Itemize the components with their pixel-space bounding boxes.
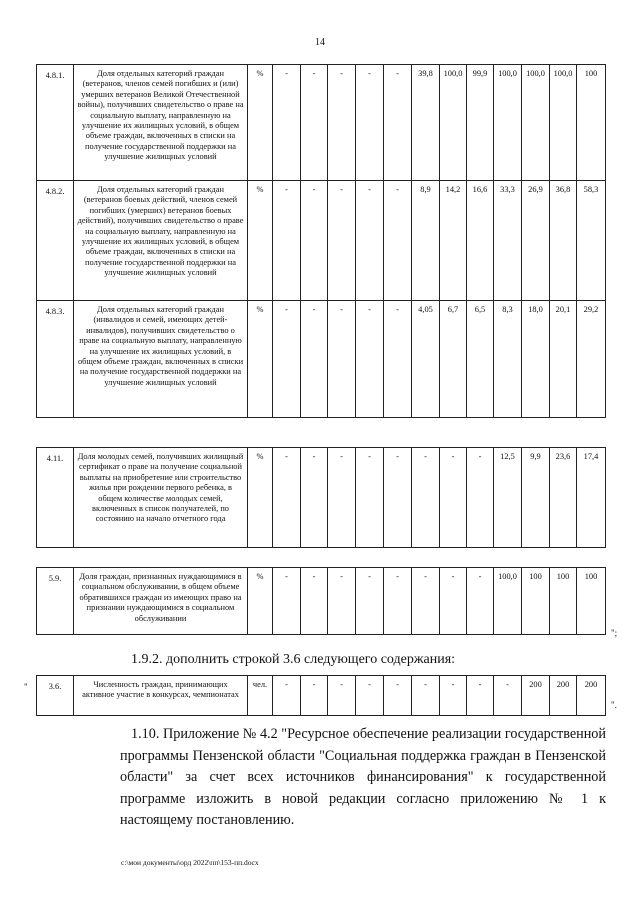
indicator-value: 16,6 [467,181,494,301]
indicator-value: 8,9 [412,181,440,301]
indicator-unit: % [248,301,273,418]
indicator-value: 200 [577,676,606,716]
indicator-value: - [328,301,356,418]
indicator-value: 12,5 [494,448,522,548]
indicator-unit: % [248,448,273,548]
indicator-description: Доля граждан, признанных нуждающимися в социальном обслуживании, в общем объеме обратившихся граждан из имеющих право на признании нуждающимися в социальном обслуживании [74,568,248,635]
indicator-value: - [384,448,412,548]
indicator-value: - [273,676,301,716]
indicator-value: 99,9 [467,65,494,181]
indicator-value: 100 [522,568,550,635]
indicator-number: 4.8.3. [37,301,74,418]
indicator-value: - [384,301,412,418]
indicator-value: - [356,301,384,418]
indicator-row [37,181,606,301]
indicator-value: - [328,568,356,635]
closing-quote-mark: "; [611,628,618,638]
indicator-value: - [328,181,356,301]
indicator-value: - [273,181,301,301]
amendment-paragraph: 1.10. Приложение № 4.2 "Ресурсное обеспечение реализации государственной программы Пензенской области "Социальная поддержка граждан в Пензенской области" за счет всех источников финансирования" к государственной программе изложить в новой редакции согласно приложению № 1 к настоящему постановлению. [120,726,606,828]
indicator-unit: % [248,181,273,301]
indicator-unit: % [248,65,273,181]
indicator-value: 36,8 [550,181,577,301]
indicator-value: - [440,676,467,716]
indicator-value: - [384,65,412,181]
indicator-value: - [356,448,384,548]
indicator-value: 100 [577,568,606,635]
indicator-value: - [384,676,412,716]
indicator-value: - [301,568,328,635]
indicator-value: - [273,65,301,181]
indicator-value: 18,0 [522,301,550,418]
indicator-value: 33,3 [494,181,522,301]
indicator-unit: % [248,568,273,635]
indicator-value: 8,3 [494,301,522,418]
indicator-value: 23,6 [550,448,577,548]
indicators-table-a [36,64,606,418]
indicator-value: - [273,568,301,635]
indicator-value: - [440,568,467,635]
indicator-value: 100,0 [494,65,522,181]
indicator-value: - [273,448,301,548]
indicator-value: - [440,448,467,548]
indicator-value: 14,2 [440,181,467,301]
indicator-value: 200 [550,676,577,716]
indicator-value: 100 [550,568,577,635]
indicator-value: - [328,448,356,548]
indicator-value: - [412,568,440,635]
indicator-value: 100 [577,65,606,181]
indicator-row [37,65,606,181]
indicator-value: - [356,568,384,635]
indicator-value: - [467,448,494,548]
indicator-value: 20,1 [550,301,577,418]
closing-quote-mark: ". [611,700,617,710]
indicator-number: 4.8.1. [37,65,74,181]
indicator-value: 26,9 [522,181,550,301]
indicator-number: 5.9. [37,568,74,635]
indicator-value: 17,4 [577,448,606,548]
indicator-value: - [467,676,494,716]
indicator-value: - [384,181,412,301]
indicator-value: 39,8 [412,65,440,181]
indicator-value: - [467,568,494,635]
indicator-value: 100,0 [522,65,550,181]
indicator-description: Доля отдельных категорий граждан (ветеранов боевых действий, членов семей погибших (умерших) ветеранов боевых действий), получивших свидетельство о праве на социальную выплату, направленную на улучшение их жилищных условий, в общем объеме граждан, включенных в списки на получение государственной поддержки на улучшение жилищных условий [74,181,248,301]
indicator-value: - [273,301,301,418]
indicator-value: - [356,181,384,301]
indicator-description: Доля отдельных категорий граждан (инвалидов и семей, имеющих детей-инвалидов), получивших свидетельство о праве на социальную выплату, направленную на улучшение их жилищных условий, в общем объеме граждан, включенных в списки на получение государственной поддержки на улучшение жилищных условий [74,301,248,418]
indicator-value: - [356,65,384,181]
indicator-value: - [328,65,356,181]
indicator-value: - [301,181,328,301]
indicators-table-c [36,567,606,635]
indicator-row [37,448,606,548]
indicator-number: 3.6. [37,676,74,716]
file-path-footer: c:\мои документы\орд 2022\пп\153-пп.docx [121,858,259,867]
indicators-table-b [36,447,606,548]
indicator-value: - [412,448,440,548]
indicator-value: - [384,568,412,635]
indicator-value: 200 [522,676,550,716]
opening-quote-mark: " [24,682,28,692]
indicator-value: - [301,65,328,181]
indicator-value: - [301,676,328,716]
indicator-description: Численность граждан, принимающих активное участие в конкурсах, чемпионатах [74,676,248,716]
indicator-value: 100,0 [494,568,522,635]
indicator-row [37,676,606,716]
indicator-value: 100,0 [550,65,577,181]
indicator-value: - [301,448,328,548]
indicator-number: 4.11. [37,448,74,548]
indicator-number: 4.8.2. [37,181,74,301]
indicator-description: Доля отдельных категорий граждан (ветеранов, членов семей погибших и (или) умерших ветеранов Великой Отечественной войны), получивших свидетельство о праве на социальную выплату, направленную на улучшение их жилищных условий, в общем объеме граждан, включенных в списки на получение государственной поддержки на улучшение жилищных условий [74,65,248,181]
indicator-value: 100,0 [440,65,467,181]
indicator-unit: чел. [248,676,273,716]
indicator-value: - [301,301,328,418]
indicator-value: 9,9 [522,448,550,548]
indicator-row [37,568,606,635]
indicator-value: 29,2 [577,301,606,418]
indicator-value: - [328,676,356,716]
indicator-value: - [412,676,440,716]
indicator-value: 6,7 [440,301,467,418]
amendment-subheading: 1.9.2. дополнить строкой 3.6 следующего содержания: [131,652,456,667]
page-number: 14 [315,37,325,48]
indicator-value: 6,5 [467,301,494,418]
indicator-value: - [494,676,522,716]
indicator-value: 4,05 [412,301,440,418]
indicator-value: 58,3 [577,181,606,301]
indicator-row [37,301,606,418]
indicators-table-d [36,675,606,716]
indicator-value: - [356,676,384,716]
indicator-description: Доля молодых семей, получивших жилищный сертификат о праве на получение социальной выплаты на приобретение или строительство жилья при рождении первого ребенка, в общем количестве молодых семей, включенных в список получателей, по состоянию на начало отчетного года [74,448,248,548]
